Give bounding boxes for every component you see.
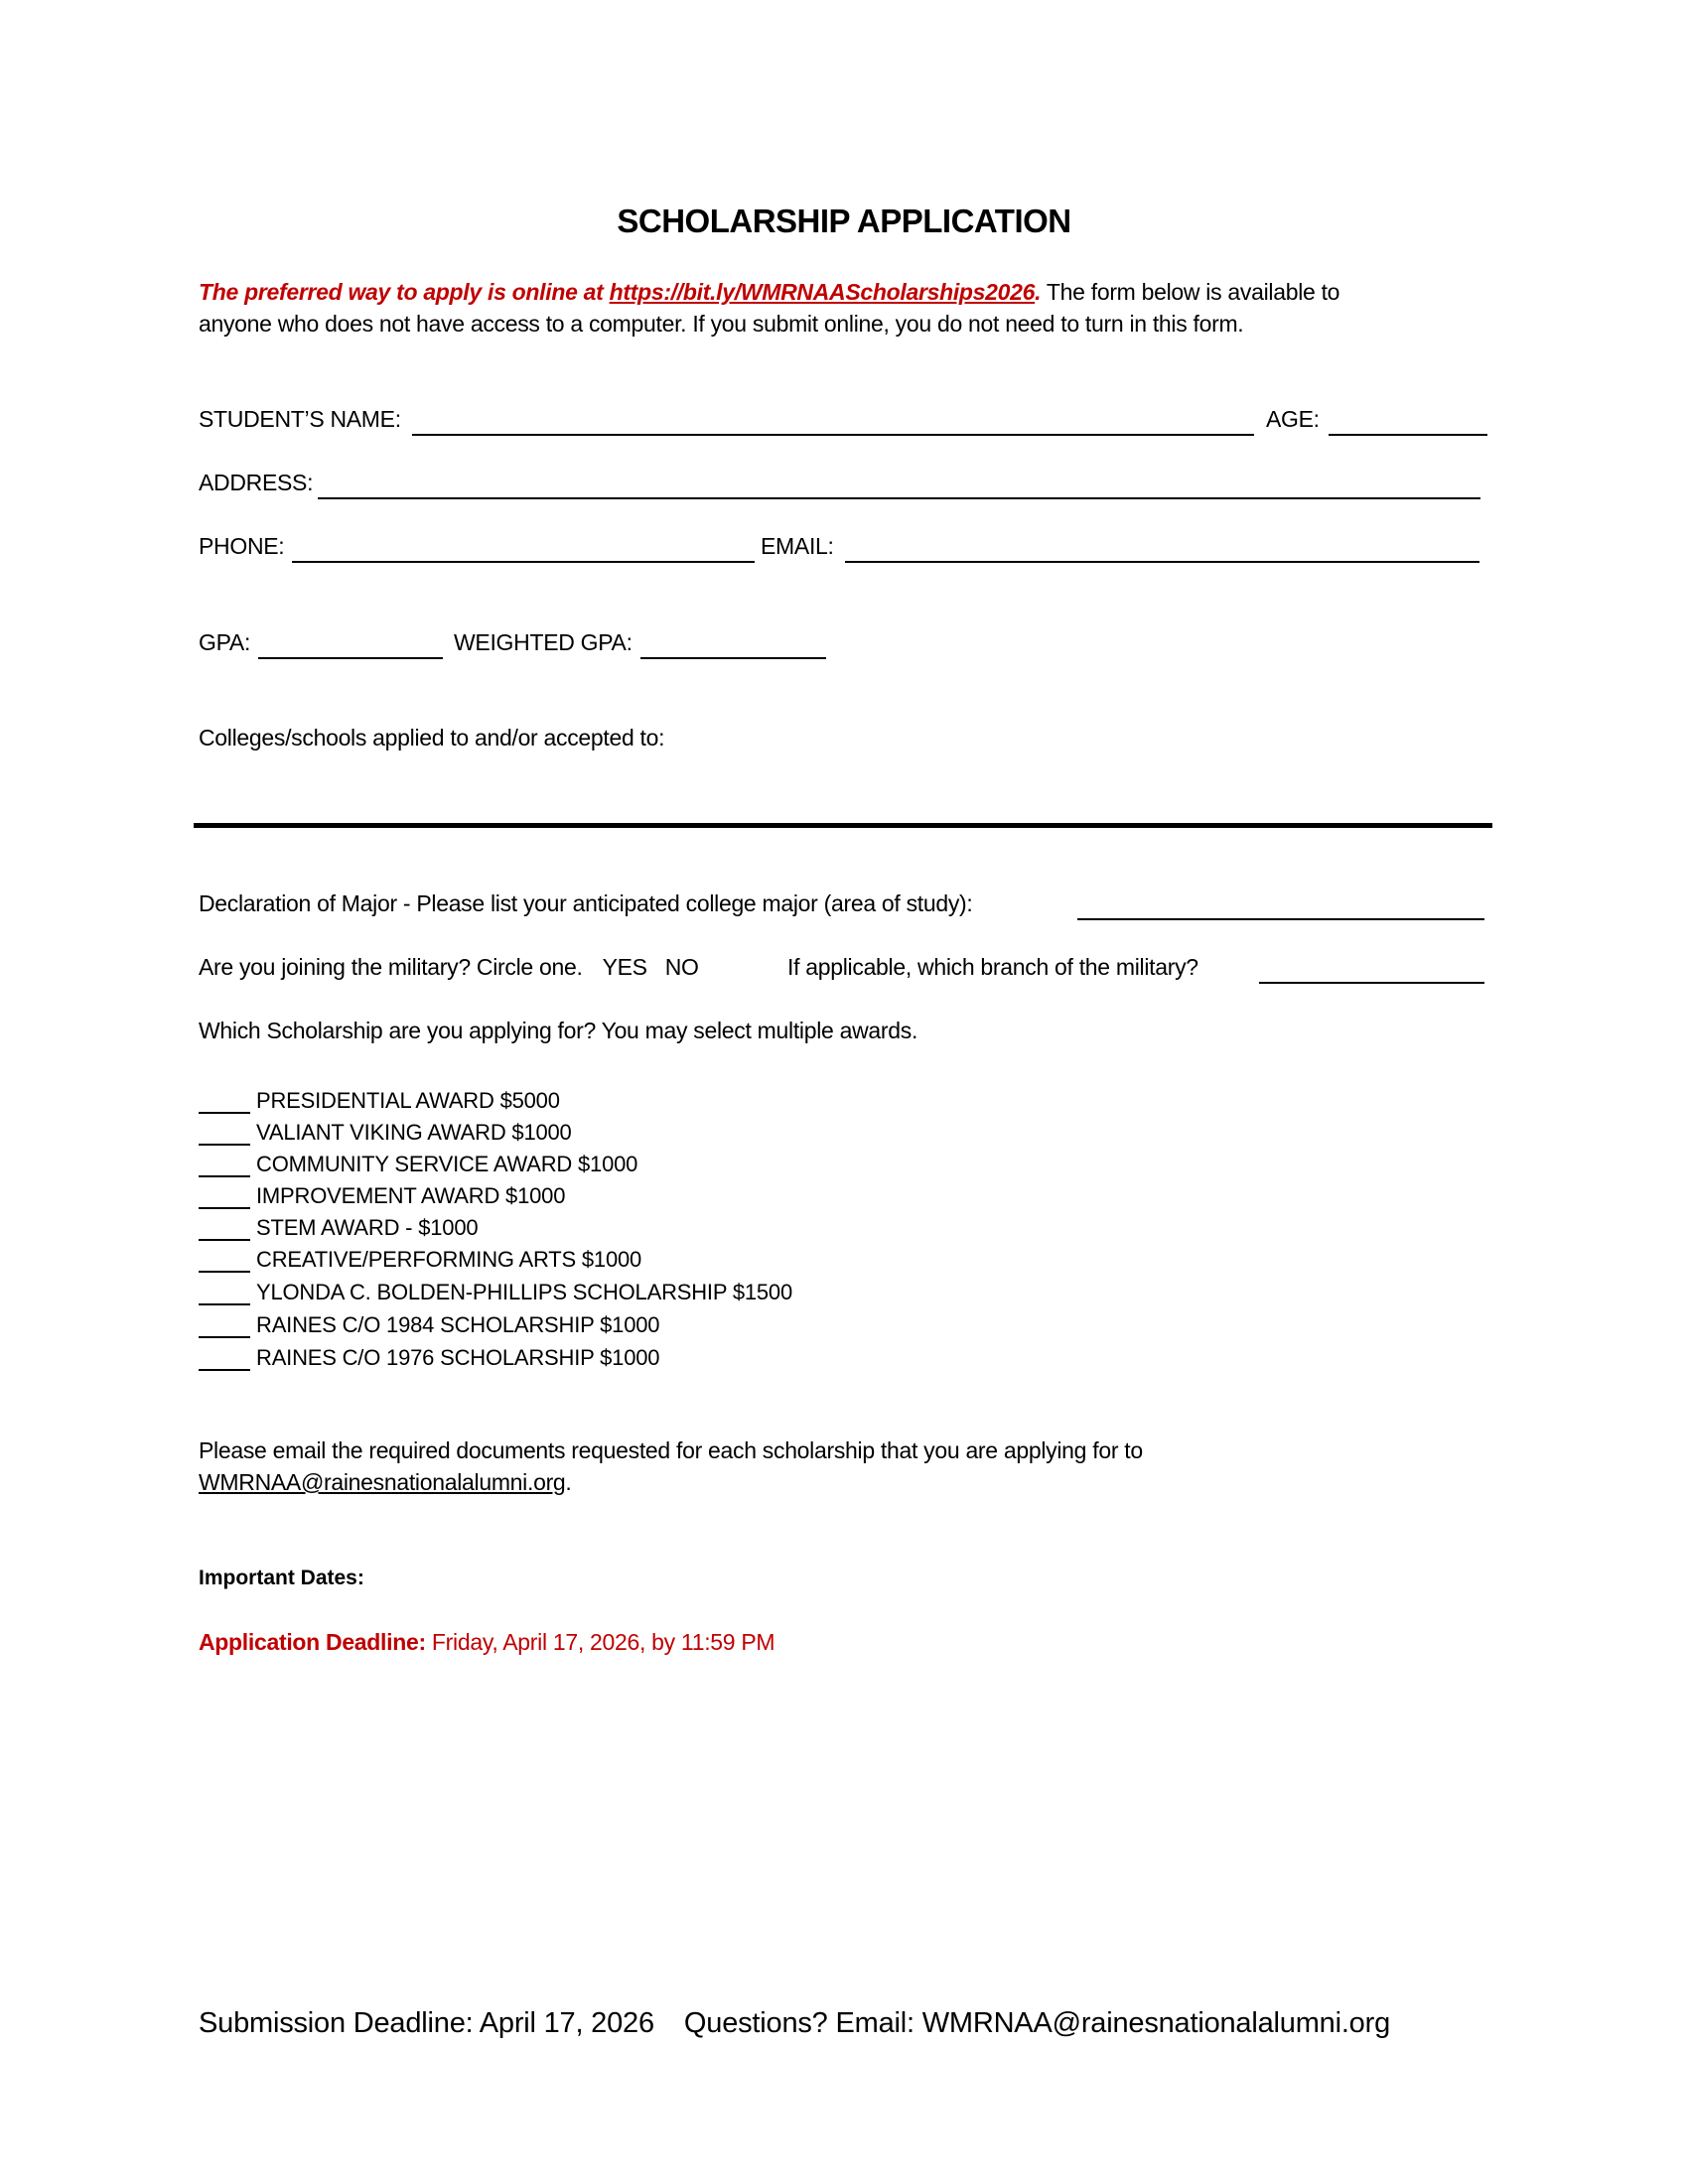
award-item-presidential — [199, 1082, 560, 1114]
award-item-improvement — [199, 1177, 565, 1209]
footer-submission-deadline: Submission Deadline: April 17, 2026 — [199, 2007, 654, 2039]
deadline-value: Friday, April 17, 2026, by 11:59 PM — [425, 1629, 775, 1655]
contact-email-link[interactable]: WMRNAA@rainesnationalalumni.org — [199, 1469, 566, 1495]
award-label: RAINES C/O 1984 SCHOLARSHIP $1000 — [256, 1312, 660, 1337]
major-field[interactable] — [1077, 918, 1484, 920]
age-field[interactable] — [1329, 434, 1487, 436]
colleges-field-line[interactable] — [194, 823, 1492, 828]
award-label: IMPROVEMENT AWARD $1000 — [256, 1183, 566, 1208]
award-label: COMMUNITY SERVICE AWARD $1000 — [256, 1152, 638, 1176]
award-label: YLONDA C. BOLDEN-PHILLIPS SCHOLARSHIP $1500 — [256, 1280, 792, 1304]
email-instructions-line-1: Please email the required documents requested for each scholarship that you are applying for to — [199, 1437, 1143, 1463]
award-check-blank[interactable] — [199, 1245, 250, 1273]
age-label: AGE: — [1266, 406, 1320, 432]
award-check-blank[interactable] — [199, 1343, 250, 1371]
award-item-stem — [199, 1209, 478, 1241]
award-check-blank[interactable] — [199, 1213, 250, 1241]
page-title: SCHOLARSHIP APPLICATION — [617, 203, 1071, 239]
email-field[interactable] — [845, 561, 1479, 563]
award-item-creative-performing-arts — [199, 1241, 641, 1273]
phone-label: PHONE: — [199, 533, 285, 559]
military-branch-label: If applicable, which branch of the military? — [787, 954, 1198, 980]
weighted-gpa-field[interactable] — [640, 657, 826, 659]
email-instructions-line-2 — [199, 1469, 572, 1496]
award-check-blank[interactable] — [199, 1086, 250, 1114]
student-name-label: STUDENT’S NAME: — [199, 406, 401, 432]
application-deadline — [199, 1629, 774, 1656]
intro-line-2: anyone who does not have access to a computer. If you submit online, you do not need to turn in this form. — [199, 311, 1244, 337]
colleges-label: Colleges/schools applied to and/or accepted to: — [199, 725, 665, 751]
award-item-community-service — [199, 1146, 637, 1177]
award-item-valiant-viking — [199, 1114, 572, 1146]
page-footer — [199, 2007, 1390, 2040]
gpa-label: GPA: — [199, 629, 251, 655]
award-item-raines-1976 — [199, 1339, 659, 1371]
email-period: . — [565, 1469, 572, 1495]
military-row — [199, 954, 699, 981]
email-label: EMAIL: — [761, 533, 834, 559]
military-branch-field[interactable] — [1259, 982, 1484, 984]
award-label: RAINES C/O 1976 SCHOLARSHIP $1000 — [256, 1345, 660, 1370]
phone-field[interactable] — [292, 561, 755, 563]
weighted-gpa-label: WEIGHTED GPA: — [454, 629, 633, 655]
award-label: PRESIDENTIAL AWARD $5000 — [256, 1088, 560, 1113]
major-label: Declaration of Major - Please list your anticipated college major (area of study): — [199, 890, 973, 916]
award-item-bolden-phillips — [199, 1274, 792, 1305]
military-question: Are you joining the military? Circle one. — [199, 954, 583, 980]
student-name-field[interactable] — [412, 434, 1254, 436]
intro-line-1 — [199, 279, 1339, 306]
online-application-link[interactable]: https://bit.ly/WMRNAAScholarships2026 — [609, 279, 1036, 305]
award-check-blank[interactable] — [199, 1310, 250, 1338]
which-scholarship-label: Which Scholarship are you applying for? You may select multiple awards. — [199, 1018, 918, 1043]
footer-questions-email: Questions? Email: WMRNAA@rainesnationalalumni.org — [683, 2007, 1390, 2039]
address-label: ADDRESS: — [199, 470, 314, 495]
award-label: CREATIVE/PERFORMING ARTS $1000 — [256, 1247, 642, 1272]
intro-rest-text: The form below is available to — [1041, 279, 1340, 305]
award-item-raines-1984 — [199, 1306, 659, 1338]
award-label: VALIANT VIKING AWARD $1000 — [256, 1120, 572, 1145]
military-no-option[interactable]: NO — [664, 954, 699, 980]
deadline-label: Application Deadline: — [199, 1629, 426, 1655]
award-check-blank[interactable] — [199, 1150, 250, 1177]
award-check-blank[interactable] — [199, 1181, 250, 1209]
award-check-blank[interactable] — [199, 1118, 250, 1146]
important-dates-heading: Important Dates: — [199, 1567, 364, 1589]
gpa-field[interactable] — [258, 657, 443, 659]
award-check-blank[interactable] — [199, 1278, 250, 1305]
intro-period: . — [1035, 279, 1042, 305]
military-yes-option[interactable]: YES — [602, 954, 647, 980]
award-label: STEM AWARD - $1000 — [256, 1215, 479, 1240]
address-field[interactable] — [318, 497, 1480, 499]
preferred-method-text: The preferred way to apply is online at — [199, 279, 610, 305]
